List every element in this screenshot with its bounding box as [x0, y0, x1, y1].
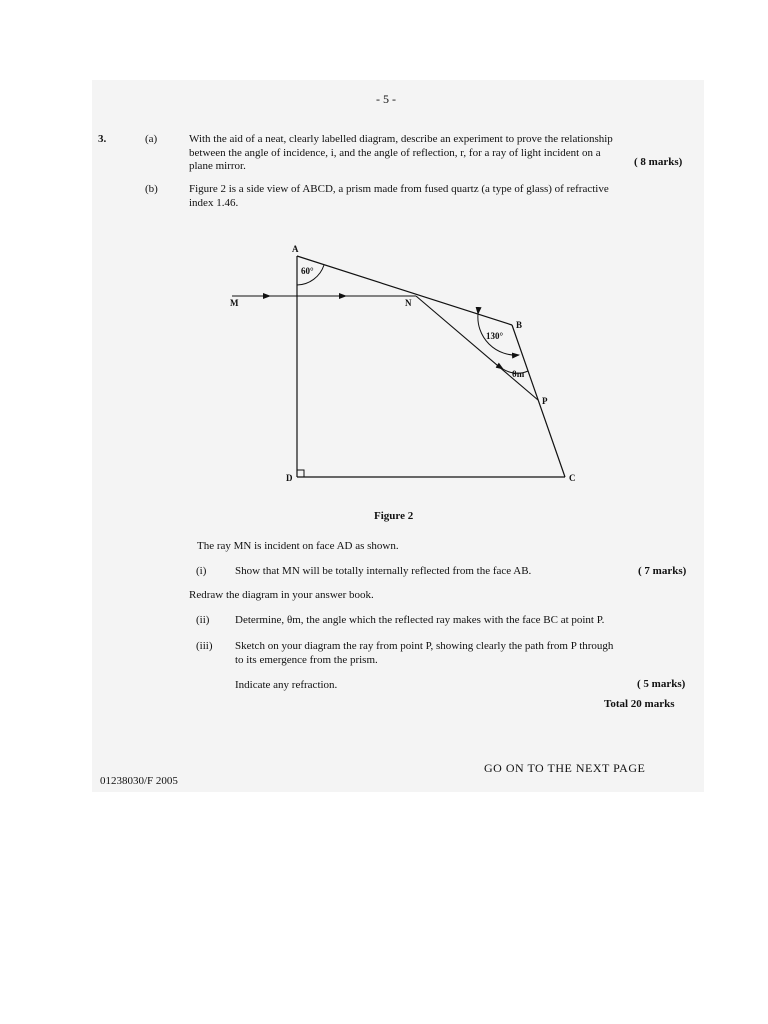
indicate-refraction: Indicate any refraction.	[235, 679, 338, 691]
part-b-line-2: index 1.46.	[189, 196, 239, 209]
angle-label-b: 130°	[486, 331, 504, 341]
vertex-label-d: D	[286, 473, 293, 483]
sub-i-label: (i)	[196, 565, 207, 577]
point-label-p: P	[542, 396, 548, 406]
sub-ii-theta: θm	[286, 614, 301, 626]
part-b-label: (b)	[145, 183, 158, 195]
ray-intro: The ray MN is incident on face AD as shown.	[197, 540, 399, 552]
part-a-line-3: plane mirror.	[189, 160, 246, 172]
redraw-instruction: Redraw the diagram in your answer book.	[189, 589, 374, 601]
part-a-line-1: With the aid of a neat, clearly labelled diagram, describe an experiment to prove the relationship	[189, 133, 613, 145]
sub-iii-text	[235, 640, 613, 667]
point-label-n: N	[405, 298, 412, 308]
vertex-label-a: A	[292, 244, 299, 254]
next-page-note: GO ON TO THE NEXT PAGE	[484, 761, 646, 775]
part-a-label: (a)	[145, 133, 158, 145]
vertex-label-c: C	[569, 473, 576, 483]
page-number: - 5 -	[376, 92, 396, 106]
part-a-line-2: between the angle of incidence, i, and the angle of reflection, r, for a ray of light incident on a	[189, 146, 601, 159]
angle-label-theta: θm	[512, 369, 525, 379]
sub-iii-marks: ( 5 marks)	[637, 678, 686, 690]
face-ab	[297, 256, 512, 325]
sub-iii-label: (iii)	[196, 640, 213, 652]
sub-ii-label: (ii)	[196, 614, 210, 626]
face-bc	[512, 325, 565, 477]
question-number: 3.	[98, 133, 107, 145]
sub-ii-text	[235, 614, 604, 628]
paper-code: 01238030/F 2005	[100, 775, 178, 787]
part-b-line-1: Figure 2 is a side view of ABCD, a prism made from fused quartz (a type of glass) of refractive	[189, 183, 609, 195]
figure-caption: Figure 2	[374, 510, 414, 522]
vertex-label-b: B	[516, 320, 523, 330]
total-marks: Total 20 marks	[604, 698, 675, 710]
sub-iii-line-1: Sketch on your diagram the ray from point P, showing clearly the path from P through	[235, 640, 614, 652]
sub-ii-post: , the angle which the reflected ray makes with the face BC at point P.	[300, 614, 605, 626]
point-label-m: M	[230, 298, 239, 308]
sub-i-marks: ( 7 marks)	[638, 565, 687, 577]
right-angle-mark	[297, 470, 304, 477]
sub-iii-line-2: to its emergence from the prism.	[235, 653, 378, 666]
angle-label-a: 60°	[301, 266, 314, 276]
part-a-marks: ( 8 marks)	[634, 156, 683, 168]
sub-ii-pre: Determine,	[235, 614, 285, 626]
sub-i-text: Show that MN will be totally internally reflected from the face AB.	[235, 565, 532, 577]
